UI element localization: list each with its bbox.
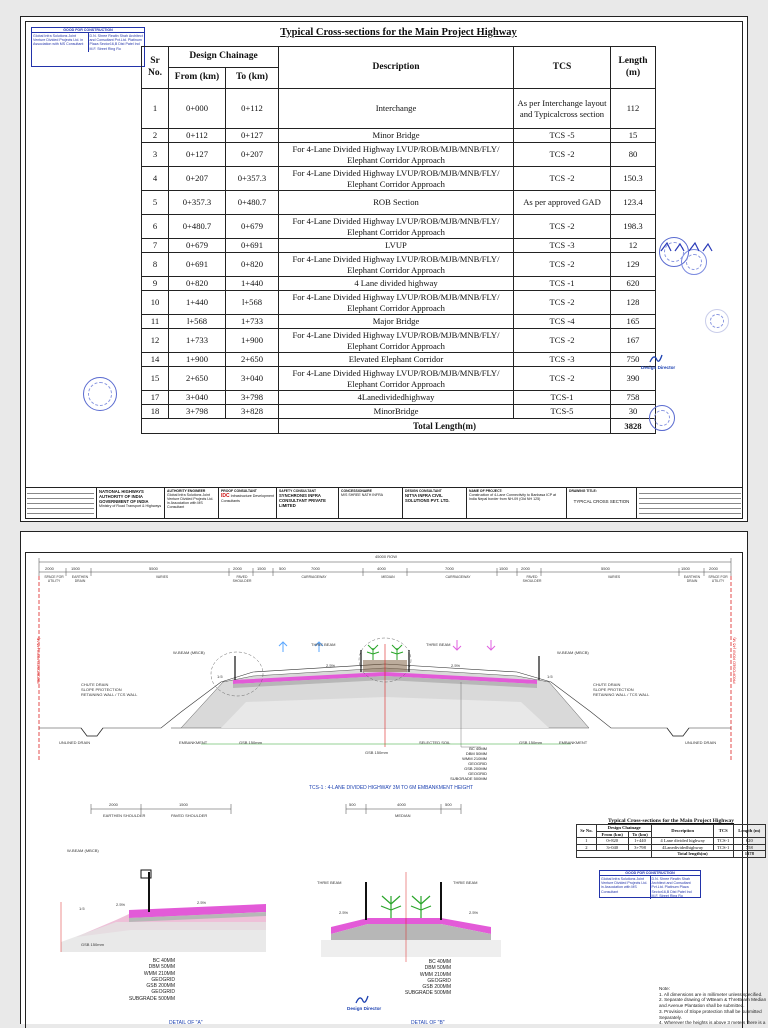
safety-name: SYNCHRONIS INFRA CONSULTANT PRIVATE LIMITED [279, 493, 326, 508]
project-header: NAME OF PROJECT: [469, 489, 503, 493]
cell-to: 0+480.7 [226, 191, 279, 215]
small-header-from: From (km) [596, 831, 628, 838]
cell-to: 0+207 [226, 143, 279, 167]
small-cell-len: 758 [733, 844, 765, 851]
cell-len: 150.3 [611, 167, 656, 191]
label-gsb-right: GSB 150mm [519, 740, 542, 745]
small-cell-desc: 4 Lane divided highway [652, 838, 713, 845]
zone-label: MEDIAN [381, 575, 395, 579]
cell-from: 0+207 [169, 167, 226, 191]
top-dim-label: 7000 [445, 566, 454, 571]
layer-label: GEOGRID [468, 761, 487, 766]
cell-tcs: TCS -2 [514, 167, 611, 191]
table-row [142, 143, 656, 167]
cell-sr: 3 [142, 143, 169, 167]
top-dim-label: 2000 [521, 566, 530, 571]
authority-sub: Ministry of Road Transport & Highways [99, 504, 162, 508]
cell-from: 0+679 [169, 239, 226, 253]
idc-logo: IDC [221, 493, 230, 499]
top-dim-label: 2000 [709, 566, 718, 571]
cell-tcs: TCS -2 [514, 215, 611, 239]
layer-label: SUBGRADE 500MM [450, 776, 487, 781]
label-row-left: PROPOSED ROW (45 M) [35, 637, 41, 684]
cell-tcs: TCS-5 [514, 405, 611, 419]
cell-sr: 11 [142, 315, 169, 329]
concessionaire-name: M/S SHREE NATH INFRA [341, 493, 384, 497]
detail-a-dim-1: 2000 [109, 802, 118, 807]
detail-a-wbeam: W-BEAM (MBCB) [67, 848, 99, 853]
cell-from: 0+820 [169, 277, 226, 291]
label-gsb-mid: GSB 150mm [365, 750, 388, 755]
cell-sr: 18 [142, 405, 169, 419]
layer-label: DBM 50MM [465, 751, 487, 756]
cell-len: 390 [611, 367, 656, 391]
concessionaire-cell [339, 488, 403, 518]
label-embankment-left: EMBANKMENT [179, 740, 208, 745]
label-wbeam-right: W-BEAM (MBCB) [557, 650, 589, 655]
layer-label: BC 40MM [428, 959, 451, 965]
small-table-title: Typical Cross-sections for the Main Project Highway [607, 818, 735, 824]
cell-desc: For 4-Lane Divided Highway LVUP/ROB/MJB/MNB/FLY/ Elephant Corridor Approach [279, 167, 514, 191]
good-for-construction-stamp [31, 27, 145, 67]
cell-to: 3+040 [226, 367, 279, 391]
top-dim-label: 1500 [681, 566, 690, 571]
small-cell-tcs: TCS-1 [713, 844, 733, 851]
cell-from: 0+127 [169, 143, 226, 167]
note-item: 3. Provision of Slope protection Shall be submitted Separately. [659, 1008, 762, 1020]
label-selected-soil: SELECTED SOIL [419, 740, 451, 745]
cell-desc: For 4-Lane Divided Highway LVUP/ROB/MJB/MNB/FLY/ Elephant Corridor Approach [279, 367, 514, 391]
stamp-title: GOOD FOR CONSTRUCTION [32, 28, 144, 33]
cell-desc: ROB Section [279, 191, 514, 215]
cell-sr: 15 [142, 367, 169, 391]
cell-len: 758 [611, 391, 656, 405]
small-header-len: Length (m) [733, 825, 765, 838]
cell-to: 1+900 [226, 329, 279, 353]
cell-from: 1+440 [169, 291, 226, 315]
zone-label: CARRIAGEWAY [301, 575, 327, 579]
label-ratio-left: 1:5 [217, 674, 223, 679]
cell-sr: 10 [142, 291, 169, 315]
note-item: 2. Separate drawing of WBeam & ThreBeam Median and Avenue Plantation shall be submitted. [659, 997, 767, 1009]
zone-label: EARTHEN DRAIN [683, 575, 701, 583]
table-row [142, 89, 656, 129]
cell-len: 12 [611, 239, 656, 253]
cell-len: 198.3 [611, 215, 656, 239]
engineer-name: Global Infra Solutions Joint Venture Divided Projects Ltd. in Association with MS Consultant [167, 493, 214, 509]
cell-desc: For 4-Lane Divided Highway LVUP/ROB/MJB/MNB/FLY/ Elephant Corridor Approach [279, 253, 514, 277]
cell-sr: 8 [142, 253, 169, 277]
faint-seal [705, 309, 729, 333]
cell-tcs: TCS -4 [514, 315, 611, 329]
cell-from: l+568 [169, 315, 226, 329]
top-dim-label: 7000 [311, 566, 320, 571]
layer-label: GSB 200MM [464, 766, 487, 771]
layer-label: GEOGRID [468, 771, 487, 776]
table-row [142, 291, 656, 315]
cell-sr: 14 [142, 353, 169, 367]
layer-label: GEOGRID [427, 977, 451, 984]
cell-tcs: TCS -2 [514, 143, 611, 167]
table-row [142, 405, 656, 419]
header-design-chainage: Design Chainage [169, 47, 279, 68]
stamp-left-text: Global Infra Solutions Joint Venture Divided Projects Ltd. in Association with MS Consultant [33, 34, 84, 47]
cell-sr: 2 [142, 129, 169, 143]
detail-a-zone-2: PAVED SHOULDER [171, 813, 208, 818]
detail-b-dim-2: 4000 [397, 802, 406, 807]
top-dim-label: 1500 [499, 566, 508, 571]
concessionaire-header: CONCESSIONAIRE [341, 489, 372, 493]
cell-desc: Major Bridge [279, 315, 514, 329]
cell-tcs: As per Interchange layout and Typicalcross section [514, 89, 611, 129]
cell-sr: 12 [142, 329, 169, 353]
cell-desc: 4Lanedividedhighway [279, 391, 514, 405]
cell-desc: For 4-Lane Divided Highway LVUP/ROB/MJB/MNB/FLY/ Elephant Corridor Approach [279, 329, 514, 353]
layer-label: GSB 200MM [146, 983, 175, 989]
top-dim-label: 1500 [71, 566, 80, 571]
cell-tcs: TCS-1 [514, 391, 611, 405]
top-dim-label: 5500 [149, 566, 158, 571]
proof-name: Infrastructure Development Consultants [221, 494, 274, 503]
label-wbeam-left: W-BEAM (MBCB) [173, 650, 205, 655]
design-director-sign-icon-2 [355, 994, 369, 1006]
table-row [142, 391, 656, 405]
proof-header: PROOF CONSULTANT [221, 489, 257, 493]
detail-a-layers [91, 958, 175, 1002]
layer-label: SUBGRADE 500MM [128, 995, 175, 1002]
label-chute-right: CHUTE DRAIN SLOPE PROTECTION RETAINING WALL / TCS WALL [593, 682, 650, 698]
cell-len: 123.4 [611, 191, 656, 215]
top-dim-label: 4000 [377, 566, 386, 571]
cell-from: 0+000 [169, 89, 226, 129]
cell-sr: 7 [142, 239, 169, 253]
cell-desc: For 4-Lane Divided Highway LVUP/ROB/MJB/MNB/FLY/ Elephant Corridor Approach [279, 215, 514, 239]
detail-b-dim-3: 500 [445, 802, 452, 807]
revision-table [25, 488, 97, 518]
layer-label: BC 40MM [469, 746, 487, 751]
detail-b-layers [367, 959, 451, 997]
design-consultant-name: NITYA INFRA CIVIL SOLUTIONS PVT. LTD. [405, 493, 450, 503]
cell-desc: 4 Lane divided highway [279, 277, 514, 291]
cell-len: 129 [611, 253, 656, 277]
zone-label: PAVED SHOULDER [232, 575, 252, 583]
label-ratio-right: 1:5 [547, 674, 553, 679]
cell-tcs: TCS -2 [514, 253, 611, 277]
stamp-2-left-text: Global Infra Solutions Joint Venture Divided Projects Ltd. in Association with MS Consultant [601, 877, 648, 894]
notes-block [659, 986, 768, 1026]
layer-label: DBM 50MM [424, 965, 451, 972]
layer-label: GEOGRID [151, 989, 175, 996]
cross-section-drawing [21, 532, 749, 1025]
small-cell-sr: 1 [577, 838, 597, 845]
detail-a-gsb: GSB 150mm [81, 942, 104, 947]
cell-len: 128 [611, 291, 656, 315]
small-cell-sr: 2 [577, 844, 597, 851]
detail-b-thrie-left: THRIE BEAM [317, 880, 342, 885]
layer-label: GEOGRID [151, 976, 175, 983]
unlined-drain-right [667, 728, 689, 736]
pavement-layers-main [427, 746, 487, 781]
table-title: Typical Cross-sections for the Main Project Highway [280, 27, 517, 38]
cell-to: 0+357.3 [226, 167, 279, 191]
top-dim-label: 500 [279, 566, 286, 571]
cell-to: 1+733 [226, 315, 279, 329]
cell-from: 3+040 [169, 391, 226, 405]
cell-desc: LVUP [279, 239, 514, 253]
detail-b-slope-left: 2.5% [339, 910, 349, 915]
layer-label: BC 40MM [152, 958, 175, 964]
small-cell-desc: 4Lanedividedhighway [652, 844, 713, 851]
small-cell-len: 620 [733, 838, 765, 845]
table-row [142, 277, 656, 291]
label-unlined-left: UNLINED DRAIN [59, 740, 91, 745]
total-length-value: 3828 [611, 419, 656, 434]
cell-sr: 6 [142, 215, 169, 239]
small-header-desc: Description [652, 825, 713, 838]
detail-a-zone-1: EARTHEN SHOULDER [103, 813, 146, 818]
small-cell-from: 3+040 [596, 844, 628, 851]
design-consultant-cell [403, 488, 467, 518]
cell-len: 750 [611, 353, 656, 367]
proof-cell [219, 488, 277, 518]
detail-a-slope-2: 2.5% [197, 900, 207, 905]
cell-to: 0+820 [226, 253, 279, 277]
note-item: 4. Wherever the heights is above 3 meters there is a [659, 1020, 766, 1026]
table-row [142, 167, 656, 191]
small-total-label: Total length(m) [652, 851, 733, 858]
top-dim-label: 2000 [233, 566, 242, 571]
small-header-tcs: TCS [713, 825, 733, 838]
label-gsb-left: GSB 150mm [239, 740, 262, 745]
table-row [142, 353, 656, 367]
zone-label: SPACE FOR UTILITY [44, 575, 64, 583]
cell-len: 112 [611, 89, 656, 129]
table-row [142, 191, 656, 215]
approval-seal-3 [83, 377, 117, 411]
table-row [142, 215, 656, 239]
table-row [142, 253, 656, 277]
small-total-value: 1378 [733, 851, 765, 858]
safety-header: SAFETY CONSULTANT [279, 489, 317, 493]
note-item: 1. All dimensions are in millimeter unless specified. [659, 991, 763, 997]
engineer-cell [165, 488, 219, 518]
zone-label: PAVED SHOULDER [522, 575, 542, 583]
cell-to: 2+650 [226, 353, 279, 367]
cell-from: 0+480.7 [169, 215, 226, 239]
cell-to: 0+112 [226, 89, 279, 129]
layer-label: SUBGRADE 500MM [404, 990, 451, 997]
authority-cell [97, 488, 165, 518]
table-row [142, 129, 656, 143]
design-director-label-2: Design Director [347, 1006, 382, 1011]
detail-a-slope: 2.5% [116, 902, 126, 907]
cell-from: 0+357.3 [169, 191, 226, 215]
cell-desc: Minor Bridge [279, 129, 514, 143]
unlined-drain-left [81, 728, 103, 736]
cell-sr: 5 [142, 191, 169, 215]
label-row-right: PROPOSED ROW (45 M) [731, 637, 737, 684]
cell-tcs: TCS -2 [514, 367, 611, 391]
layer-label: WMM 210MM [419, 971, 451, 978]
cell-desc: For 4-Lane Divided Highway LVUP/ROB/MJB/MNB/FLY/ Elephant Corridor Approach [279, 291, 514, 315]
detail-b-caption: DETAIL OF "B" [411, 1020, 445, 1026]
authority-name: NATIONAL HIGHWAYS AUTHORITY OF INDIA GOVERNMENT OF INDIA [99, 489, 149, 504]
detail-a-fill [61, 922, 266, 952]
cell-from: 3+798 [169, 405, 226, 419]
cell-from: 1+733 [169, 329, 226, 353]
stamp-right-text: D.N. Shree Realtn Shah Architect and Consultant Pvt.Ltd. Platinum Plaza Sector16,B Dist Patel Ind M.F. Street Ring Ro [89, 34, 143, 51]
top-dim-label: 5500 [601, 566, 610, 571]
signature-marks [659, 239, 719, 255]
cell-tcs: TCS -5 [514, 129, 611, 143]
header-sr-no: Sr No. [142, 47, 169, 89]
engineer-header: AUTHORITY ENGINEER [167, 489, 206, 493]
cell-desc: Interchange [279, 89, 514, 129]
approval-seal-4 [649, 405, 675, 431]
cell-from: 2+650 [169, 367, 226, 391]
stamp-2-right-text: D.N. Shree Realtn Shah Architect and Consultant Pvt.Ltd. Platinum Plaza Sector16,B Dist Patel Ind M.F. Street Ring Ro [650, 876, 701, 899]
layer-label: GSB 200MM [422, 984, 451, 990]
drawing-number-cell [637, 488, 743, 518]
total-length-label: Total Length(m) [279, 419, 611, 434]
cell-from: 1+900 [169, 353, 226, 367]
detail-b-dim-1: 500 [349, 802, 356, 807]
label-thrie-right: THRIE BEAM [426, 642, 451, 647]
title-block [25, 487, 743, 518]
detail-b-slope-right: 2.5% [469, 910, 479, 915]
cell-to: 1+440 [226, 277, 279, 291]
cell-len: 30 [611, 405, 656, 419]
detail-b-fill [321, 940, 501, 957]
small-header-to: To (km) [628, 831, 652, 838]
cell-from: 0+112 [169, 129, 226, 143]
cell-sr: 9 [142, 277, 169, 291]
drawing-sheet-2 [20, 531, 767, 1026]
cell-len: 15 [611, 129, 656, 143]
cell-len: 620 [611, 277, 656, 291]
cell-desc: For 4-Lane Divided Highway LVUP/ROB/MJB/MNB/FLY/ Elephant Corridor Approach [279, 143, 514, 167]
small-cell-from: 0+820 [596, 838, 628, 845]
label-unlined-right: UNLINED DRAIN [685, 740, 717, 745]
small-chainage-table [576, 824, 766, 858]
row-width-label: 45000 ROW [375, 554, 398, 559]
table-row [142, 315, 656, 329]
header-tcs: TCS [514, 47, 611, 89]
cell-from: 0+691 [169, 253, 226, 277]
project-name: Construction of 4-Lane Connectivity to Banbasa ICP at India Nepal border from NH-09 (Old NH 125) [469, 493, 557, 501]
zone-label: VARIES [607, 575, 621, 579]
table-row [142, 239, 656, 253]
caption-tcs1: TCS-1 : 4-LANE DIVIDED HIGHWAY 3M TO 6M EMBANKMENT HEIGHT [309, 785, 474, 791]
zone-label: VARIES [155, 575, 169, 579]
header-from-km: From (km) [169, 68, 226, 89]
layer-label: WMM 210MM [143, 970, 175, 977]
cell-tcs: TCS -2 [514, 291, 611, 315]
cell-tcs: TCS -3 [514, 239, 611, 253]
zone-label: EARTHEN DRAIN [71, 575, 89, 583]
layer-label: WMM 210MM [462, 756, 487, 761]
zone-label: CARRIAGEWAY [445, 575, 471, 579]
design-director-label: Design Director [641, 365, 676, 370]
cell-to: 3+828 [226, 405, 279, 419]
chainage-table [141, 46, 656, 434]
cell-to: 3+798 [226, 391, 279, 405]
project-cell [467, 488, 567, 518]
detail-a-dim-2: 1500 [179, 802, 188, 807]
label-thrie-left: THRIE BEAM [311, 642, 336, 647]
cell-desc: MinorBridge [279, 405, 514, 419]
good-for-construction-stamp-2 [599, 870, 701, 898]
header-length: Length (m) [611, 47, 656, 89]
cell-len: 167 [611, 329, 656, 353]
zone-label: SPACE FOR UTILITY [708, 575, 728, 583]
drawing-title-header: DRAWING TITLE: [569, 489, 597, 493]
cell-len: 165 [611, 315, 656, 329]
small-cell-to: 1+440 [628, 838, 652, 845]
label-chute-left: CHUTE DRAIN SLOPE PROTECTION RETAINING WALL / TCS WALL [81, 682, 138, 698]
cell-tcs: TCS -3 [514, 353, 611, 367]
small-cell-tcs: TCS-1 [713, 838, 733, 845]
cell-len: 80 [611, 143, 656, 167]
detail-a-ratio: 1:5 [79, 906, 85, 911]
safety-cell [277, 488, 339, 518]
cell-to: 0+127 [226, 129, 279, 143]
drawing-sheet-1 [20, 16, 748, 522]
small-header-chainage: Design Chainage [596, 825, 652, 832]
cell-tcs: As per approved GAD [514, 191, 611, 215]
stamp-2-title: GOOD FOR CONSTRUCTION [600, 871, 700, 876]
small-header-sr: Sr No. [577, 825, 597, 838]
cell-tcs: TCS -2 [514, 329, 611, 353]
label-slope-right: 2.5% [451, 663, 461, 668]
layer-label: DBM 50MM [148, 964, 175, 971]
design-director-sign-icon [649, 353, 663, 365]
top-dim-label: 2000 [45, 566, 54, 571]
top-dim-label: 1500 [257, 566, 266, 571]
drawing-title: TYPICAL CROSS SECTION [573, 499, 630, 504]
small-cell-to: 3+798 [628, 844, 652, 851]
label-slope-left: 2.5% [326, 663, 336, 668]
cell-desc: Elevated Elephant Corridor [279, 353, 514, 367]
notes-title: Note: [659, 986, 670, 991]
cell-sr: 4 [142, 167, 169, 191]
table-row [142, 329, 656, 353]
cell-tcs: TCS -1 [514, 277, 611, 291]
table-row [142, 367, 656, 391]
detail-b-zone: MEDIAN [395, 813, 411, 818]
detail-a-caption: DETAIL OF "A" [169, 1020, 203, 1026]
label-embankment-right: EMBANKMENT [559, 740, 588, 745]
header-description: Description [279, 47, 514, 89]
detail-b-thrie-right: THRIE BEAM [453, 880, 478, 885]
drawing-title-cell [567, 488, 637, 518]
cell-to: 0+691 [226, 239, 279, 253]
cell-sr: 17 [142, 391, 169, 405]
cell-to: 0+679 [226, 215, 279, 239]
design-consultant-header: DESIGN CONSULTANT [405, 489, 442, 493]
cell-to: l+568 [226, 291, 279, 315]
header-to-km: To (km) [226, 68, 279, 89]
cell-sr: 1 [142, 89, 169, 129]
